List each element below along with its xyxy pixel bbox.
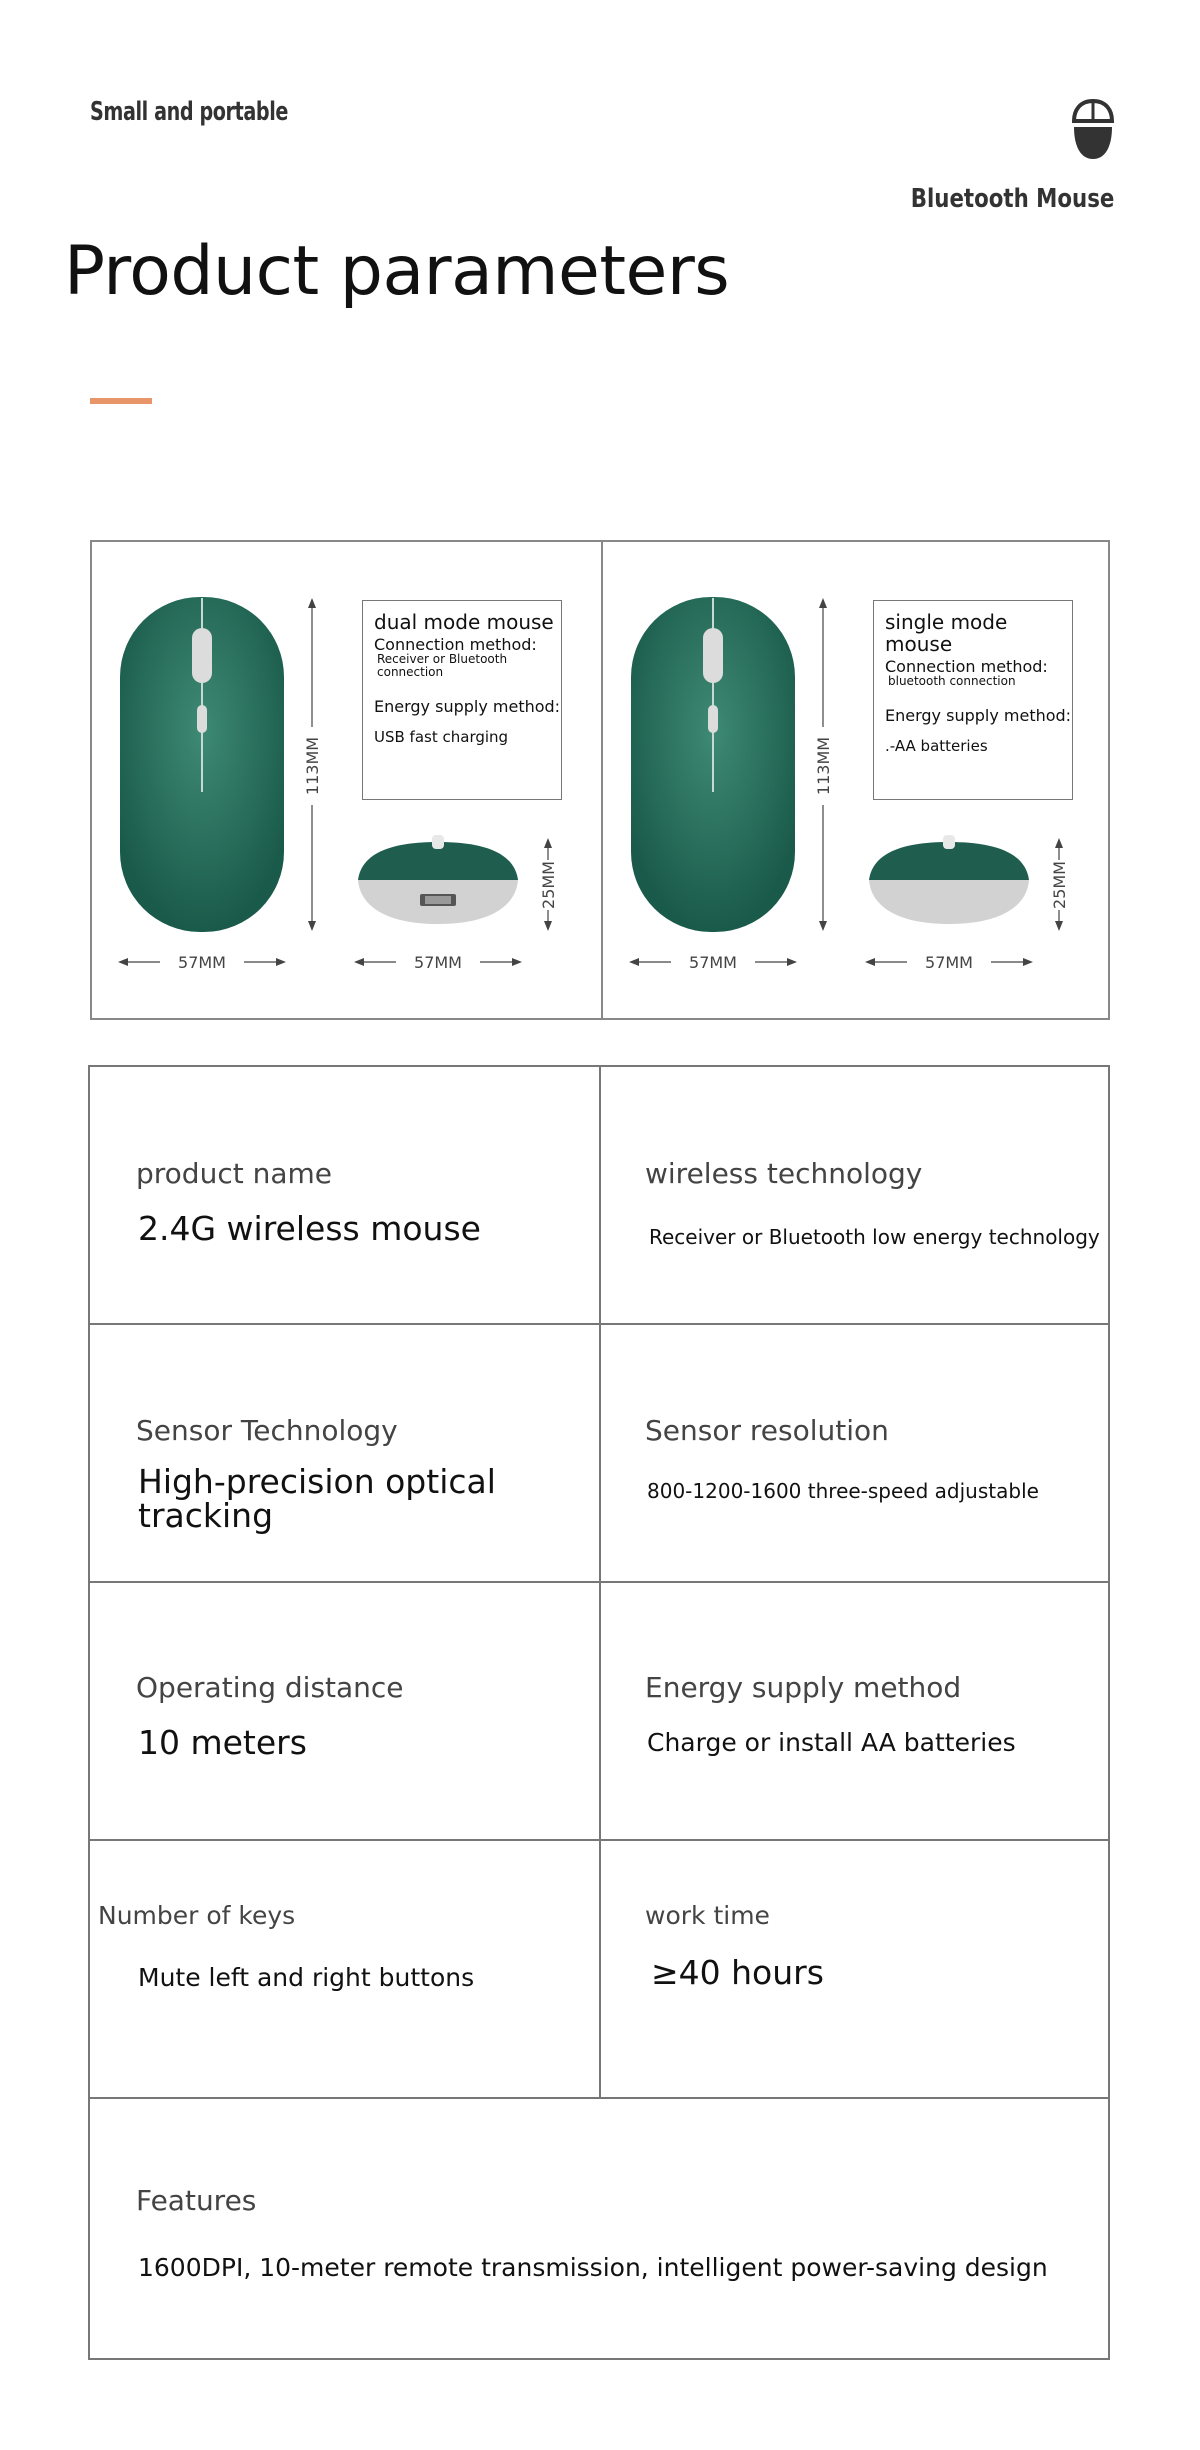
side-width-label: 57MM [925, 953, 973, 972]
info-box [362, 600, 562, 800]
mode-title: single mode mouse [885, 610, 1008, 656]
spec-cell-energy-supply [601, 1583, 1110, 1839]
diagram-panel-dual [92, 542, 600, 1018]
connection-value: Receiver or Bluetooth connection [377, 652, 508, 679]
tagline: Small and portable [90, 97, 288, 127]
spec-value: 2.4G wireless mouse [138, 1209, 481, 1248]
spec-label: Energy supply method [645, 1671, 962, 1704]
energy-label: Energy supply method: [374, 697, 561, 716]
energy-label: Energy supply method: [885, 706, 1072, 725]
spec-label: Sensor Technology [136, 1414, 398, 1447]
spec-label: Number of keys [98, 1901, 296, 1930]
brand-name: Bluetooth Mouse [910, 184, 1114, 214]
info-box [873, 600, 1073, 800]
connection-label: Connection method: [374, 635, 537, 654]
height-label: 25MM [1050, 861, 1069, 909]
connection-label: Connection method: [885, 657, 1048, 676]
accent-bar [90, 398, 152, 404]
height-label: 25MM [539, 861, 558, 909]
spec-value: ≥40 hours [651, 1953, 824, 1992]
length-label: 113MM [814, 736, 833, 796]
spec-value: 10 meters [138, 1723, 307, 1762]
spec-cell-wireless-technology [601, 1067, 1110, 1323]
spec-value: tracking [138, 1496, 274, 1535]
connection-value: bluetooth connection [888, 674, 1016, 688]
energy-value: USB fast charging [374, 728, 509, 746]
spec-cell-number-of-keys [90, 1841, 599, 2097]
spec-cell-work-time [601, 1841, 1110, 2097]
spec-value: Charge or install AA batteries [647, 1728, 1016, 1757]
spec-cell-sensor-technology [90, 1325, 599, 1581]
diagram-panel-single [603, 542, 1111, 1018]
spec-label: Features [136, 2184, 257, 2217]
spec-cell-sensor-resolution [601, 1325, 1110, 1581]
spec-cell-features [90, 2099, 1110, 2358]
length-label: 113MM [303, 736, 322, 796]
spec-label: work time [645, 1901, 770, 1930]
top-width-label: 57MM [178, 953, 226, 972]
spec-value: High-precision optical [138, 1462, 496, 1501]
spec-cell-operating-distance [90, 1583, 599, 1839]
spec-label: Operating distance [136, 1671, 404, 1704]
spec-label: Sensor resolution [645, 1414, 889, 1447]
spec-label: wireless technology [645, 1157, 923, 1190]
spec-table [88, 1065, 1110, 2360]
top-width-label: 57MM [689, 953, 737, 972]
spec-value: 800-1200-1600 three-speed adjustable [647, 1479, 1039, 1503]
spec-cell-product-name [90, 1067, 599, 1323]
dimension-diagram [90, 540, 1110, 1020]
mode-title: dual mode mouse [374, 610, 554, 634]
energy-value: .-AA batteries [885, 737, 988, 755]
spec-label: product name [136, 1157, 332, 1190]
side-width-label: 57MM [414, 953, 462, 972]
spec-value: Mute left and right buttons [138, 1963, 475, 1992]
spec-value: Receiver or Bluetooth low energy technology [649, 1225, 1100, 1249]
spec-value: 1600DPI, 10-meter remote transmission, intelligent power-saving design [138, 2253, 1048, 2282]
mouse-icon [1069, 97, 1117, 163]
page-title: Product parameters [64, 232, 730, 311]
